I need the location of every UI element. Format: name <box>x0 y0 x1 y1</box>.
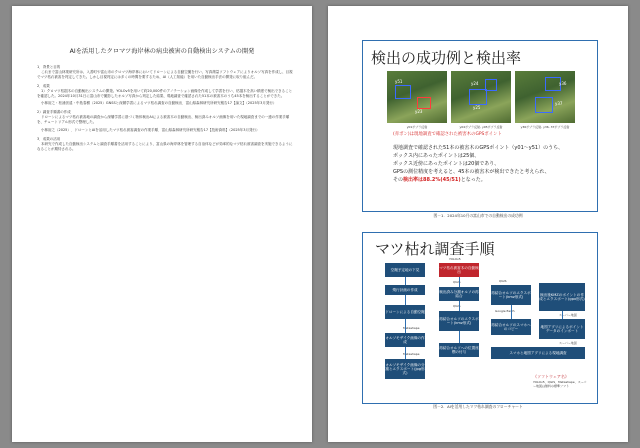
figure-detection-success <box>362 40 598 212</box>
result-line-rate: その検出率は88.2%(45/51)となった。 <box>393 177 486 183</box>
flow-step: スマホと地図アプリによる現地調査 <box>491 347 585 359</box>
tree-label: y23 <box>415 109 423 114</box>
flow-step: ドローンによる自動空撮 <box>385 305 425 319</box>
aerial-photo <box>515 71 575 129</box>
document-body <box>37 61 294 152</box>
figure-caption: 図－1．2024年10月の富山市での自動検出の成功例 <box>433 213 523 218</box>
flow-arrow <box>562 311 563 319</box>
flow-step: オルソモザイク画像の作成 <box>385 333 425 347</box>
flow-step-ai: マツ枯れ被害木の自動検出 <box>439 263 479 277</box>
flow-step: 飛行計画の作成 <box>385 285 425 295</box>
document-title: AIを活用したクロマツ海岸林の病虫被害の自動検出システムの開発 <box>69 48 255 55</box>
aerial-photo <box>387 71 447 129</box>
section-heading: 1．背景と目的 <box>37 65 61 69</box>
flow-step: 空撮予定地の下見 <box>385 263 425 277</box>
software-label: スーパー地図 <box>559 341 577 345</box>
flow-arrow <box>459 331 460 343</box>
flow-arrow <box>405 277 406 285</box>
photo-strip <box>387 71 575 129</box>
flow-step: 検出後KMZのポイントの作成とエクスポート(gpx形式) <box>539 283 585 311</box>
tree-label: y25 <box>473 105 481 110</box>
software-label: YOLOv5 <box>449 257 461 261</box>
section-heading: 2．成果 <box>37 83 50 88</box>
software-label: QGIS <box>453 280 461 284</box>
detection-result-text <box>393 144 583 184</box>
flow-arrow <box>459 277 460 287</box>
detection-box <box>535 97 553 113</box>
software-label: スーパー地図 <box>559 313 577 317</box>
legend-body: YOLOv5、QGIS、Metashape、スーパー地図は無料の標準ソフト <box>533 380 587 388</box>
detection-box <box>417 97 431 109</box>
detection-box <box>469 89 487 105</box>
flow-step: 再結合オルソへの位置座標の付与 <box>439 343 479 357</box>
legend-title: 《ソフトウェア名》 <box>533 374 569 379</box>
section-text: これまで富山林業研究所は、入善町や富山市のクロマツ海岸林においてドローンによる自動空撮を行い、写真測量ソフトウェアによりオルソ写真を作成し、目視でマツ枯れ被害を判定してきた。しかし目視判定には多くの時間を要するため、AI（人工知能）を用いた自動検出手法の開発に取り組んだ。 <box>37 69 293 79</box>
tree-label: y51 <box>395 79 403 84</box>
software-label: QGIS <box>499 279 507 283</box>
section-heading: 2）調査手順書の作成 <box>37 110 71 115</box>
flow-step: 再結合オルソのスマホへのコピー <box>491 319 531 335</box>
detection-box <box>485 79 497 91</box>
aerial-photo <box>451 71 511 129</box>
photo-caption: y36ポプラ反射, y36, 37ポプラ反射 <box>520 125 570 129</box>
section-heading: 3．成果の活用 <box>37 136 61 141</box>
reference-text: 小林裕之（2025）．ドローンとAIを活用したマツ枯れ被害調査の作業手順．富山県森林研究所研究報告17【技術資料】（2025年3月発行） <box>41 128 260 133</box>
flow-arrow <box>511 305 512 319</box>
section-text: 1）クロマツ枯損木の自動検出システムの開発。YOLOv5を用いて約20,000件のアノテーション画像を作成して学習を行い、枯損木を高い精度で検出できることを確認した。2024年10月31日に富山市で撮影したオルソ写真から判定した結果、現地調査で確認された51本の被害木のうち45本を検出することができた。 <box>37 88 293 98</box>
detection-rate: 検出率は88.2%(45/51) <box>403 177 461 183</box>
figure-title: 検出の成功例と検出率 <box>371 49 522 67</box>
photo-caption: y01ポプラ反射 <box>406 125 428 129</box>
result-line: GPSの測位精度を考えると、45本の被害木が検出できたと考えられ、 <box>393 169 550 175</box>
flow-arrow <box>459 301 460 311</box>
section-text: 本研究で作成した自動検出システムと調査手順書を活用することにより、富山県の海岸林を管理する自治体などが効率的なマツ枯れ被害調査を実施できるようになることが期待される。 <box>37 141 293 151</box>
result-line: ボックス内にあったポイントは25個、 <box>393 153 480 159</box>
flow-step: オルソモザイク画像の分割とエクスポート(jpg形式) <box>385 359 425 379</box>
software-label: Metashape <box>403 326 420 330</box>
flow-arrow <box>405 295 406 305</box>
photo-caption: y04ポプラ反射, y05ポプラ反射 <box>459 125 503 129</box>
section-text: ドローンによるマツ枯れ被害地の調査から深層学習に基づく物体検出AIによる被害木の自動検出、検出済みオルソ画像を用いた現地調査までの一連の作業手順を、チュートリアル形式で整理した。 <box>37 115 290 125</box>
reference-text: 小林裕之・松浦崇遠・中島春樹（2025）GNSSと深層学習によるマツ枯れ調査の自動検出．富山県森林研究所研究報告17【論文】（2025年3月発行） <box>41 101 277 106</box>
flow-arrow <box>405 319 406 333</box>
result-line: 現地調査で確認された51本の被害木のGPSポイント（y01〜y51）のうち、 <box>393 145 564 151</box>
flow-arrow <box>405 347 406 359</box>
tree-label: y36 <box>559 81 567 86</box>
flow-step: 再結合オルソのエクスポート(kmz形式) <box>439 311 479 331</box>
figure-caption: 図－2．AIを活用したマツ枯れ調査のフローチャート <box>433 404 523 409</box>
software-legend <box>533 374 589 388</box>
flow-step: 再結合オルソのエクスポート(kmz形式) <box>491 285 531 305</box>
flow-step: 検出済み分割オルソの再結合 <box>439 287 479 301</box>
flow-step: 地図アプリによるポイントデータのインポート <box>539 319 585 339</box>
detection-box <box>395 85 411 99</box>
software-label: Google Earth <box>495 309 515 313</box>
gps-note: (赤ポン)は現地調査で確認された被害木のGPSポイント <box>393 132 502 137</box>
software-label: Metashape <box>403 352 420 356</box>
tree-label: y37 <box>555 101 563 106</box>
figure-flowchart <box>362 232 598 404</box>
figure-title: マツ枯れ調査手順 <box>375 240 495 258</box>
document-page-right <box>328 6 628 442</box>
software-label: QGIS <box>453 304 461 308</box>
tree-label: y24 <box>471 81 479 86</box>
document-page-left <box>12 6 312 442</box>
result-line: ボックス近傍にあったポイントは20個であり、 <box>393 161 500 167</box>
